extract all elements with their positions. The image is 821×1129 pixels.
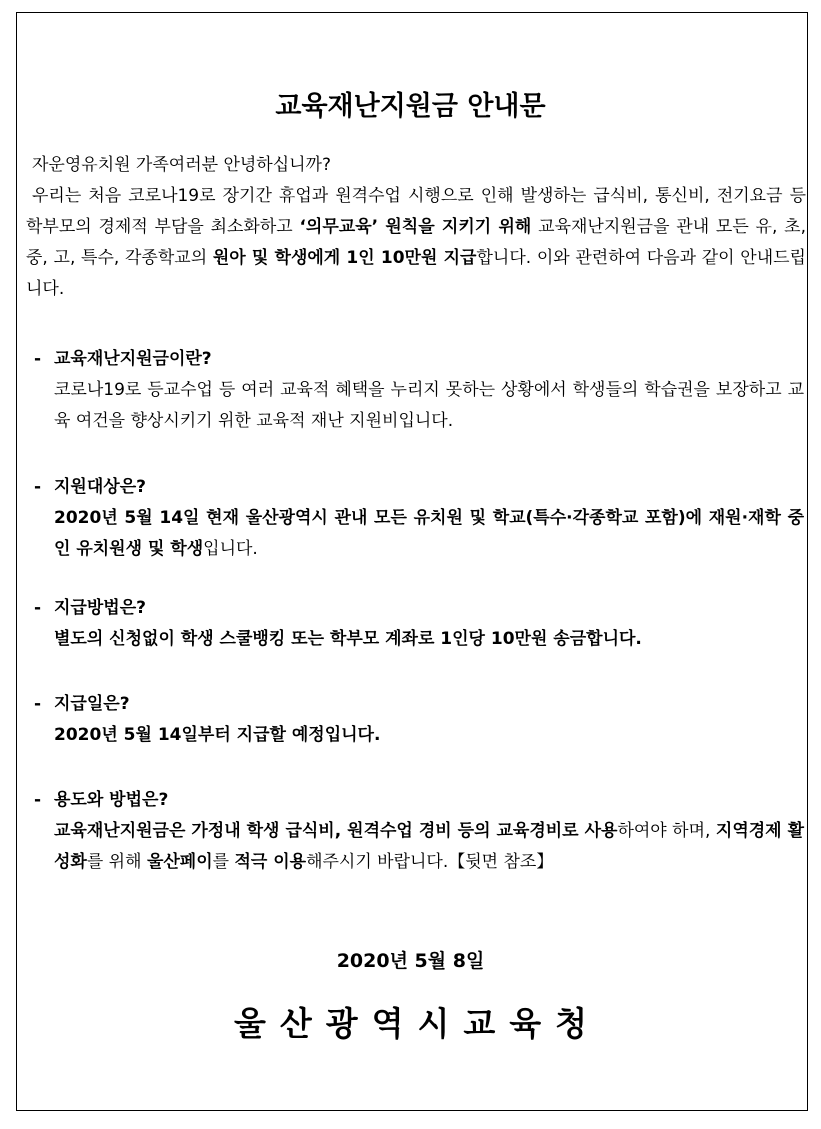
intro-text-b: ‘의무교육’ 원칙을 지키기 위해	[299, 217, 532, 237]
section-usage	[34, 785, 804, 878]
section-date	[34, 689, 804, 751]
intro-paragraph	[26, 150, 806, 305]
intro-text-c: 교육재난지원금을 관내 모든 유, 초, 중, 고, 특수, 각종학교의	[26, 217, 806, 268]
intro-text-e: 합니다. 이와 관련하여 다음과 같이 안내드립니다.	[26, 248, 806, 299]
issuing-organization: 울산광역시교육청	[233, 1004, 602, 1043]
section-heading: - 지원대상은?	[34, 477, 146, 497]
intro-text	[26, 181, 806, 305]
issue-date: 2020년 5월 8일	[336, 950, 485, 972]
document-title: 교육재난지원금 안내문	[275, 91, 546, 122]
section-heading: - 교육재난지원금이란?	[34, 349, 212, 369]
section-heading: - 지급일은?	[34, 694, 130, 714]
intro-text-d: 원아 및 학생에게 1인 10만원 지급	[212, 248, 477, 268]
section-target	[34, 472, 804, 565]
intro-text-a: 우리는 처음 코로나19로 장기간 휴업과 원격수업 시행으로 인해 발생하는 급식비, 통신비, 전기요금 등 학부모의 경제적 부담을 최소화하고	[26, 186, 806, 237]
greeting: 자운영유치원 가족여러분 안녕하십니까?	[32, 155, 332, 175]
section-heading: - 지급방법은?	[34, 598, 146, 618]
section-body: 별도의 신청없이 학생 스쿨뱅킹 또는 학부모 계좌로 1인당 10만원 송금합니다.	[54, 629, 642, 649]
section-body: 코로나19로 등교수업 등 여러 교육적 혜택을 누리지 못하는 상황에서 학생들의 학습권을 보장하고 교육 여건을 향상시키기 위한 교육적 재난 지원비입니다.	[54, 380, 804, 431]
section-heading: - 용도와 방법은?	[34, 790, 169, 810]
section-method	[34, 593, 804, 655]
section-body: 2020년 5월 14일 현재 울산광역시 관내 모든 유치원 및 학교(특수·각종학교 포함)에 재원·재학 중인 유치원생 및 학생입니다.	[54, 508, 804, 559]
section-body: 교육재난지원금은 가정내 학생 급식비, 원격수업 경비 등의 교육경비로 사용하여야 하며, 지역경제 활성화를 위해 울산페이를 적극 이용해주시기 바랍니다.【뒷면 참조】	[54, 821, 805, 872]
section-body: 2020년 5월 14일부터 지급할 예정입니다.	[54, 725, 381, 745]
section-definition	[34, 344, 804, 437]
